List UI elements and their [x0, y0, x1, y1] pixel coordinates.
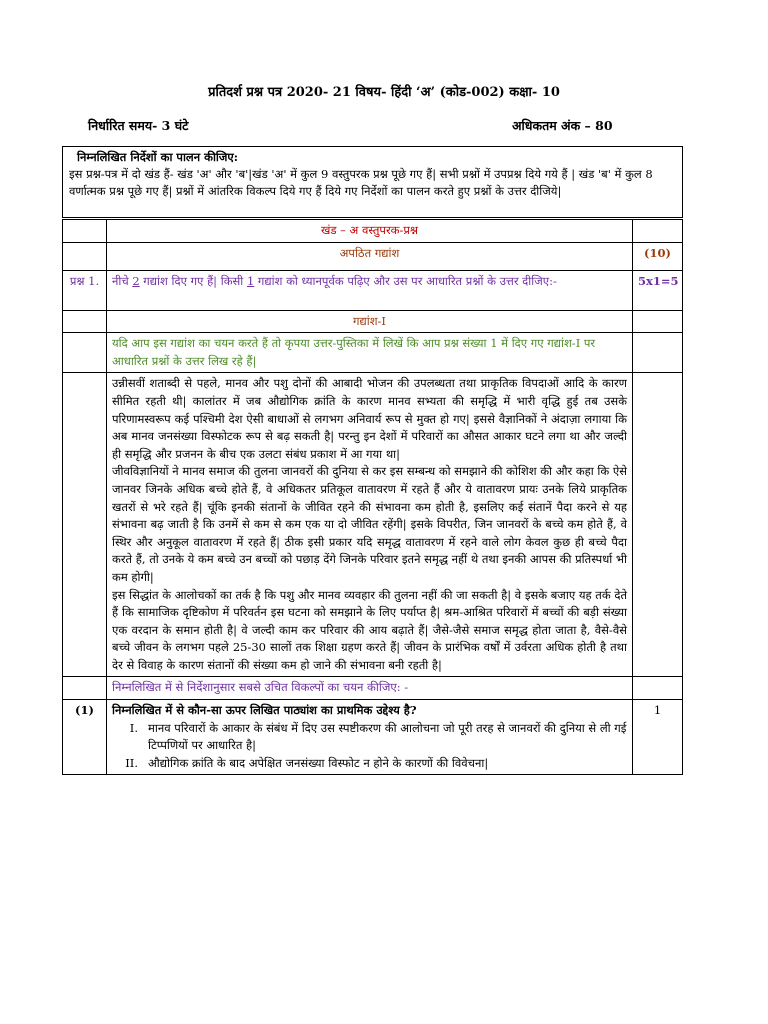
question-1-marks: 5x1=5 [633, 270, 683, 310]
q1-passage-count: 2 [132, 273, 140, 288]
subquestion-1-marks: 1 [633, 700, 683, 775]
passage-paragraph-1: उन्नीसवीं शताब्दी से पहले, मानव और पशु दोनों की आबादी भोजन की उपलब्धता तथा प्राकृतिक विपदाओं आदि के कारण सीमित रहती थी| कालांतर में जब औद्योगिक क्रांति के कारण मानव सभ्यता की समृद्धि में भारी वृद्धि हुई तब उसके परिणामस्वरूप कई पश्चिमी देश ऐसी बाधाओं से लगभग अनिवार्य रूप से मुक्त हो गए| इससे वैज्ञानिकों ने अंदाज़ा लगाया कि अब मानव जनसंख्या विस्फोटक रूप से बढ़ सकती है| परन्तु इन देशों में परिवारों का औसत आकार घटने लगा था और जल्दी ही समृद्धि और प्रजनन के बीच एक उलटा संबंध प्रकाश में आ गया था| [112, 376, 627, 461]
section-subtitle-row [63, 242, 683, 270]
paper-title: प्रतिदर्श प्रश्न पत्र 2020- 21 विषय- हिंदी ‘अ’ (कोड-002) कक्षा- 10 [208, 85, 560, 100]
passage-note-row [63, 333, 683, 373]
q1-text-part-a: नीचे [112, 273, 133, 288]
passage-row [63, 373, 683, 677]
option-2-number: II. [125, 755, 138, 770]
section-title: खंड – अ वस्तुपरक-प्रश्न [107, 220, 633, 243]
question-1-text [107, 270, 633, 310]
q1-choose-count: 1 [246, 273, 255, 288]
passage-paragraph-2: जीवविज्ञानियों ने मानव समाज की तुलना जानवरों की दुनिया से कर इस सम्बन्ध को समझाने की कोशिश की और कहा कि ऐसे जानवर जिनके अधिक बच्चे होते हैं, वे अधिकतर प्रतिकूल वातावरण में रहते हैं और ये वातावरण प्रायः उनके लिये प्राकृतिक खतरों से भरे रहते हैं| चूंकि इनकी संतानों के जीवित रहने की संभावना कम होती है, इसलिए कई संतानें पैदा करने से यह संभावना बढ़ जाती है कि उनमें से कम से कम एक या दो जीवित रहेंगी| इसके विपरीत, जिन जानवरों के बच्चे कम होते हैं, वे स्थिर और अनुकूल वातावरण में रहते हैं| ठीक इसी प्रकार यदि समृद्ध वातावरण में रहने वाले लोग केवल कुछ ही बच्चे पैदा करते हैं, तो उनके ये कम बच्चे उन बच्चों को पछाड़ देंगे जिनके परिवार इतने समृद्ध नहीं थे तथा इनकी आपस की प्रतिस्पर्धा भी कम होगी| [112, 464, 627, 584]
instructions-heading: निम्नलिखित निर्देशों का पालन कीजिए: [77, 150, 239, 164]
question-1-row [63, 270, 683, 310]
mcq-instruction-row [63, 677, 683, 700]
section-row [63, 220, 683, 243]
instructions-box [62, 146, 683, 218]
passage-title: गद्यांश-I [107, 310, 633, 333]
instructions-text: इस प्रश्न-पत्र में दो खंड हैं- खंड 'अ' और 'ब'|खंड 'अ' में कुल 9 वस्तुपरक प्रश्न पूछे गए हैं| सभी प्रश्नों में उपप्रश्न दिये गये हैं | खंड 'ब' में कुल 8 वर्णात्मक प्रश्न पूछे गए हैं| प्रश्नों में आंतरिक विकल्प दिये गए हैं दिये गए निर्देशों का पालन करते हुए प्रश्नों के उत्तर दीजिये| [69, 167, 653, 198]
mcq-instruction: निम्नलिखित में से निर्देशानुसार सबसे उचित विकल्पों का चयन कीजिए: - [107, 677, 633, 700]
option-2-text: औद्योगिक क्रांति के बाद अपेक्षित जनसंख्या विस्फोट न होने के कारणों की विवेचना| [148, 755, 489, 770]
option-1-text: मानव परिवारों के आकार के संबंध में दिए उस स्पष्टीकरण की आलोचना जो पूरी तरह से जानवरों की दुनिया से ली गई टिप्पणियों पर आधारित है| [148, 720, 627, 753]
option-2 [112, 755, 627, 773]
max-marks: अधिकतम अंक – 80 [512, 118, 613, 133]
subquestion-1-row [63, 700, 683, 775]
passage-note: यदि आप इस गद्यांश का चयन करते हैं तो कृपया उत्तर-पुस्तिका में लिखें कि आप प्रश्न संख्या 1 में दिए गए गद्यांश-I पर आधारित प्रश्नों के उत्तर लिख रहे हैं| [107, 333, 633, 373]
option-1-number: I. [129, 720, 138, 735]
question-table [62, 219, 683, 775]
option-1 [112, 720, 627, 755]
question-number: प्रश्न 1. [63, 270, 107, 310]
subquestion-1-text: निम्नलिखित में से कौन-सा ऊपर लिखित पाठ्यांश का प्राथमिक उद्देश्य है? [112, 703, 417, 718]
time-allowed: निर्धारित समय- 3 घंटे [88, 118, 189, 133]
q1-text-part-b: गद्यांश दिए गए हैं| किसी [139, 273, 247, 288]
passage-paragraph-3: इस सिद्धांत के आलोचकों का तर्क है कि पशु और मानव व्यवहार की तुलना नहीं की जा सकती है| वे इसके बजाए यह तर्क देते हैं कि सामाजिक दृष्टिकोण में परिवर्तन इस घटना को समझाने के लिए पर्याप्त है| श्रम-आश्रित परिवारों में बच्चों की बड़ी संख्या एक वरदान के समान होती है| वे जल्दी काम कर परिवार की आय बढ़ाते हैं| जैसे-जैसे समाज समृद्ध होता जाता है, वैसे-वैसे बच्चे जीवन के लगभग पहले 25-30 सालों तक शिक्षा ग्रहण करते हैं| जीवन के प्रारंभिक वर्षों में उर्वरता अधिक होती है तथा देर से विवाह के कारण संतानों की संख्या कम हो जाने की संभावना बनी रहती है| [112, 587, 627, 672]
subquestion-number: (1) [63, 700, 107, 775]
q1-text-part-c: गद्यांश को ध्यानपूर्वक पढ़िए और उस पर आधारित प्रश्नों के उत्तर दीजिए:- [254, 273, 557, 288]
passage-title-row [63, 310, 683, 333]
subquestion-1-body [107, 700, 633, 775]
passage-body [107, 373, 633, 677]
section-marks: (10) [633, 242, 683, 270]
section-subtitle: अपठित गद्यांश [107, 242, 633, 270]
